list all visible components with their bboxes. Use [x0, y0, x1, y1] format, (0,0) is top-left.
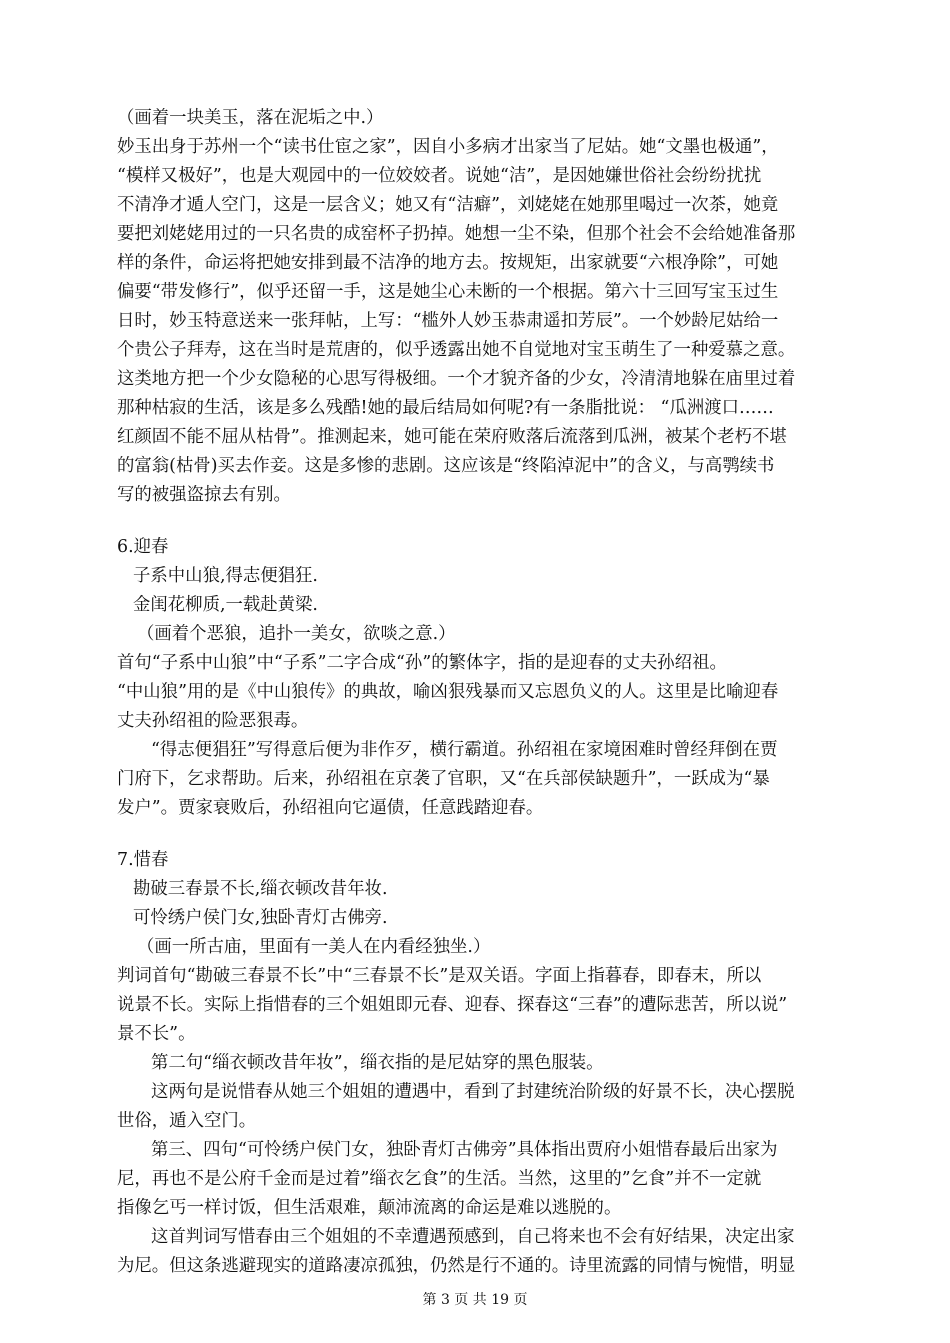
text-line: 景不长”。 — [117, 1024, 196, 1044]
text-line: 世俗，遁入空门。 — [117, 1111, 257, 1131]
text-line: 发户”。贾家衰败后，孙绍祖向它逼债，任意践踏迎春。 — [117, 798, 544, 818]
poem-line: 勘破三春景不长,缁衣顿改昔年妆. — [133, 879, 388, 899]
text-line: 判词首句“勘破三春景不长”中“三春景不长”是双关语。字面上指暮春，即春末，所以 — [117, 966, 762, 986]
paragraph — [117, 1223, 837, 1281]
text-line: 不清净才遁人空门，这是一层含义；她又有“洁癖”，刘姥姥在她那里喝过一次茶，她竟 — [117, 195, 779, 215]
section-heading-xichun: 7.惜春 — [117, 850, 169, 870]
text-line: 个贵公子拜寿，这在当时是荒唐的，似乎透露出她不自觉地对宝玉萌生了一种爱慕之意。 — [117, 340, 796, 360]
text-line: 丈夫孙绍祖的险恶狠毒。 — [117, 711, 309, 731]
text-line: 指像乞丐一样讨饭，但生活艰难，颠沛流离的命运是难以逃脱的。 — [117, 1198, 622, 1218]
paragraph — [117, 962, 837, 1049]
text-line: “得志便猖狂”写得意后便为非作歹，横行霸道。孙绍祖在家境困难时曾经拜倒在贾 — [151, 740, 778, 760]
text-line: 写的被强盗掠去有别。 — [117, 485, 291, 505]
paragraph — [117, 649, 837, 736]
page-number: 第 3 页 共 19 页 — [422, 1292, 528, 1308]
paragraph — [117, 736, 837, 823]
text-line: 这两句是说惜春从她三个姐姐的遭遇中，看到了封建统治阶级的好景不长，决心摆脱 — [151, 1082, 795, 1102]
text-line: 妙玉出身于苏州一个“读书仕宦之家”，因自小多病才出家当了尼姑。她“文墨也极通”， — [117, 137, 779, 157]
text-line: 红颜固不能不屈从枯骨”。推测起来，她可能在荣府败落后流落到瓜洲，被某个老朽不堪 — [117, 427, 787, 447]
paragraph — [117, 1049, 837, 1078]
text-line: 偏要“带发修行”，似乎还留一手，这是她尘心未断的一个根据。第六十三回写宝玉过生 — [117, 282, 779, 302]
text-line: 尼，再也不是公府千金而是过着”缁衣乞食”的生活。当然，这里的”乞食”并不一定就 — [117, 1169, 762, 1189]
text-line: 日时，妙玉特意送来一张拜帖，上写：“槛外人妙玉恭肃遥扣芳辰”。一个妙龄尼姑给一 — [117, 311, 779, 331]
page-footer — [0, 1289, 950, 1309]
paragraph-miaoyu — [117, 133, 837, 510]
text-line: “模样又极好”，也是大观园中的一位姣姣者。说她“洁”，是因她嫌世俗社会纷纷扰扰 — [117, 166, 762, 186]
text-line: 首句“子系中山狼”中“子系”二字合成“孙”的繁体字，指的是迎春的丈夫孙绍祖。 — [117, 653, 727, 673]
text-line: 第三、四句“可怜绣户侯门女，独卧青灯古佛旁”具体指出贾府小姐惜春最后出家为 — [151, 1140, 778, 1160]
note-text: （画着一块美玉，落在泥垢之中.） — [117, 108, 384, 128]
text-line: “中山狼”用的是《中山狼传》的典故，喻凶狠残暴而又忘恩负义的人。这里是比喻迎春 — [117, 682, 779, 702]
illustration-note — [117, 933, 837, 962]
poem-line: 子系中山狼,得志便猖狂. — [133, 566, 318, 586]
text-line: 这首判词写惜春由三个姐姐的不幸遭遇预感到，自己将来也不会有好结果，决定出家 — [151, 1227, 795, 1247]
note-text: （画一所古庙，里面有一美人在内看经独坐.） — [137, 937, 491, 957]
text-line: 样的条件，命运将把她安排到最不洁净的地方去。按规矩，出家就要“六根净除”，可她 — [117, 253, 779, 273]
poem-xichun — [117, 875, 837, 933]
section-heading-yingchun: 6.迎春 — [117, 537, 169, 557]
text-line: 的富翁(枯骨)买去作妾。这是多惨的悲剧。这应该是“终陷淖泥中”的含义，与高鹗续书 — [117, 456, 775, 476]
poem-line: 金闺花柳质,一载赴黄梁. — [133, 595, 318, 615]
paragraph — [117, 1136, 837, 1223]
text-line: 这类地方把一个少女隐秘的心思写得极细。一个才貌齐备的少女，冷清清地躲在庙里过着 — [117, 369, 796, 389]
note-text: （画着个恶狼，追扑一美女，欲啖之意.） — [137, 624, 456, 644]
text-line: 说景不长。实际上指惜春的三个姐姐即元春、迎春、探春这“三春”的遭际悲苦，所以说” — [117, 995, 788, 1015]
text-line: 为尼。但这条逃避现实的道路凄凉孤独，仍然是行不通的。诗里流露的同情与惋惜，明显 — [117, 1256, 796, 1276]
poem-line: 可怜绣户侯门女,独卧青灯古佛旁. — [133, 908, 388, 928]
text-line: 门府下，乞求帮助。后来，孙绍祖在京袭了官职，又“在兵部侯缺题升”，一跃成为“暴 — [117, 769, 770, 789]
illustration-note — [117, 104, 837, 133]
text-line: 要把刘姥姥用过的一只名贵的成窑杯子扔掉。她想一尘不染，但那个社会不会给她准备那 — [117, 224, 796, 244]
poem-yingchun — [117, 562, 837, 620]
text-line: 那种枯寂的生活，该是多么残酷!她的最后结局如何呢?有一条脂批说： “瓜洲渡口…… — [117, 398, 774, 418]
illustration-note — [117, 620, 837, 649]
paragraph — [117, 1078, 837, 1136]
document-body — [117, 104, 837, 1281]
text-line: 第二句“缁衣顿改昔年妆”，缁衣指的是尼姑穿的黑色服装。 — [151, 1053, 604, 1073]
